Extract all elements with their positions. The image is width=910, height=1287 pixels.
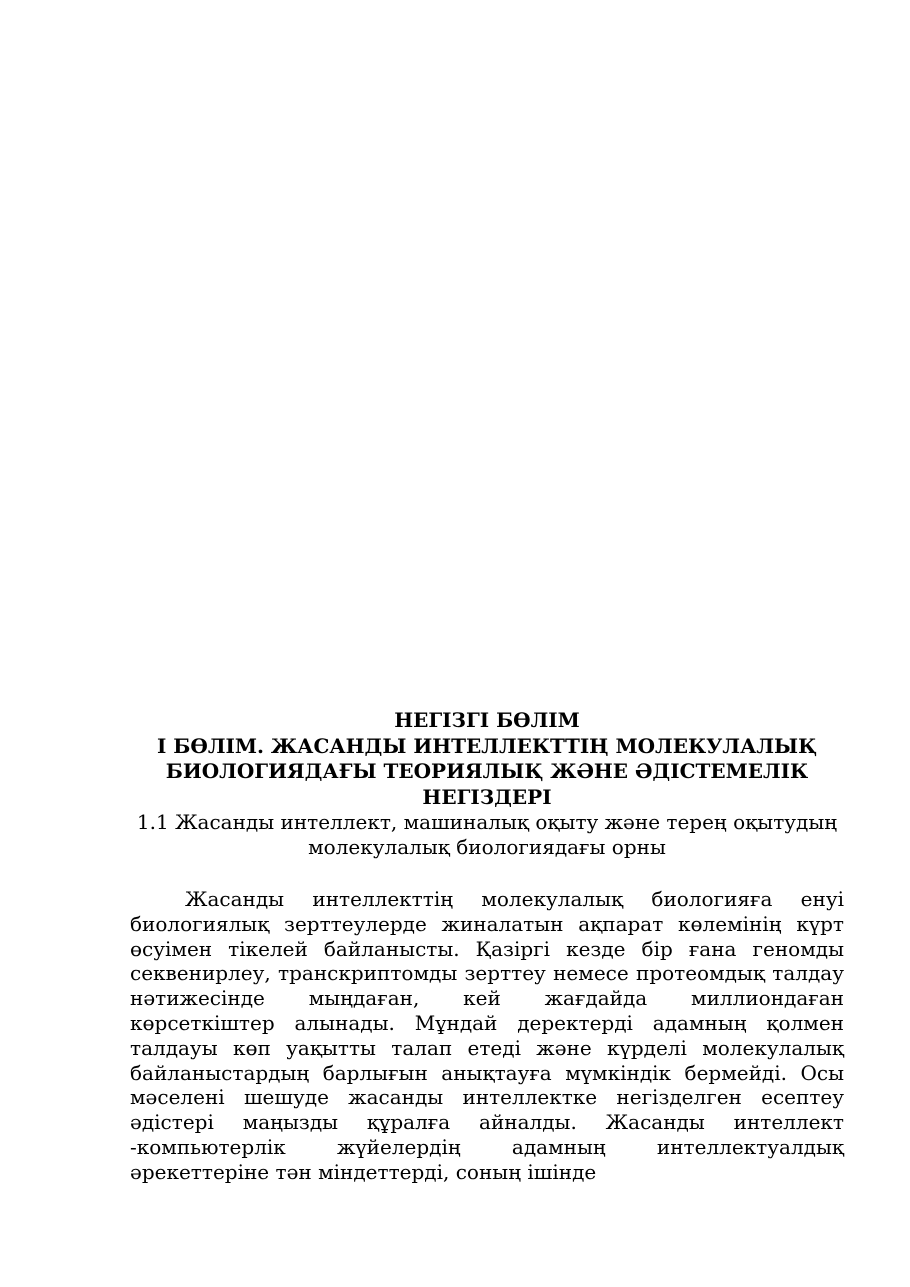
blank-line bbox=[130, 859, 844, 887]
body-paragraph: Жасанды интеллекттің молекулалық биологияға енуі биологиялық зерттеулерде жиналатын ақпарат көлемінің күрт өсуімен тікелей байланысты. Қазіргі кезде бір ғана геномды секвенирлеу, транскриптомды зерттеу немесе протеомдық талдау нәтижесінде мыңдаған, кей жағдайда миллиондаған көрсеткіштер алынады. Мұндай деректерді адамның қолмен талдауы көп уақытты талап етеді және күрделі молекулалық байланыстардың барлығын анықтауға мүмкіндік бермейді. Осы мәселені шешуде жасанды интеллектке негізделген есептеу әдістері маңызды құралға айналды. Жасанды интеллект -компьютерлік жүйелердің адамның интеллектуалдық әрекеттеріне тән міндеттерді, соның ішінде bbox=[130, 887, 844, 1184]
section-label: НЕГІЗГІ БӨЛІМ bbox=[394, 708, 580, 732]
page-content bbox=[130, 708, 844, 1185]
subsection-title: 1.1 Жасанды интеллект, машиналық оқыту және терең оқытудың молекулалық биологиядағы орны bbox=[136, 810, 838, 859]
part-title: І БӨЛІМ. ЖАСАНДЫ ИНТЕЛЛЕКТТІҢ МОЛЕКУЛАЛЫҚ БИОЛОГИЯДАҒЫ ТЕОРИЯЛЫҚ ЖӘНЕ ӘДІСТЕМЕЛІК НЕГІЗДЕРІ bbox=[156, 733, 818, 809]
